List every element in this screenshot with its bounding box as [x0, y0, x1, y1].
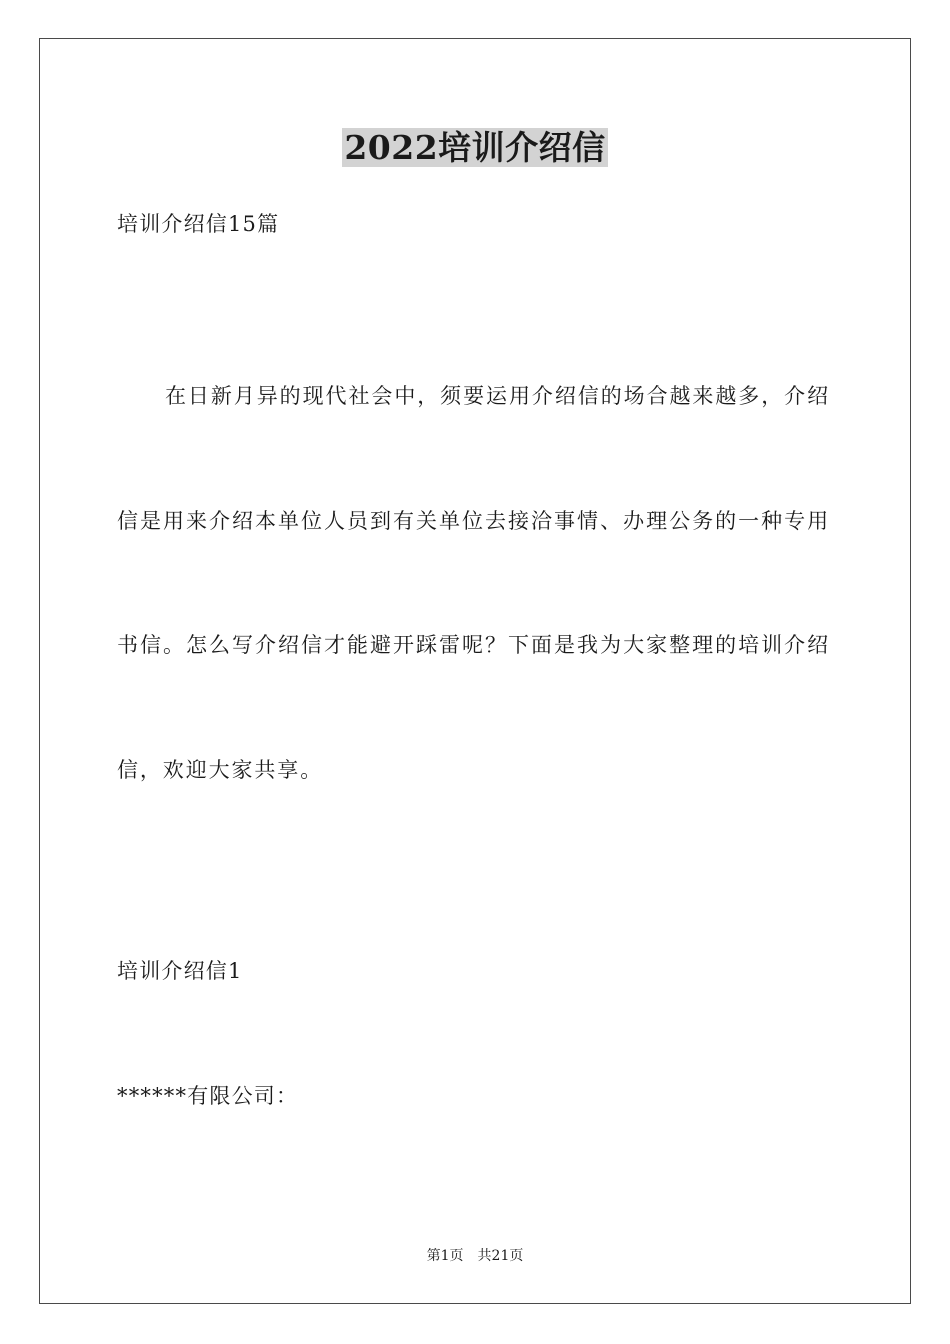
salutation-line: ******有限公司： — [117, 1084, 299, 1108]
section-heading: 培训介绍信1 — [117, 959, 243, 983]
page-total: 共21页 — [477, 1248, 524, 1264]
page-number: 第1页 — [426, 1248, 464, 1264]
document-subtitle: 培训介绍信15篇 — [117, 212, 280, 236]
intro-paragraph: 在日新月异的现代社会中，须要运用介绍信的场合越来越多，介绍信是用来介绍本单位人员到有关单位去接洽事情、办理公务的一种专用书信。怎么写介绍信才能避开踩雷呢？下面是我为大家整理的培训介绍信，欢迎大家共享。 — [117, 384, 830, 782]
document-title — [0, 128, 950, 168]
page-footer — [0, 1246, 950, 1266]
document-title-text: 2022培训介绍信 — [344, 128, 606, 167]
